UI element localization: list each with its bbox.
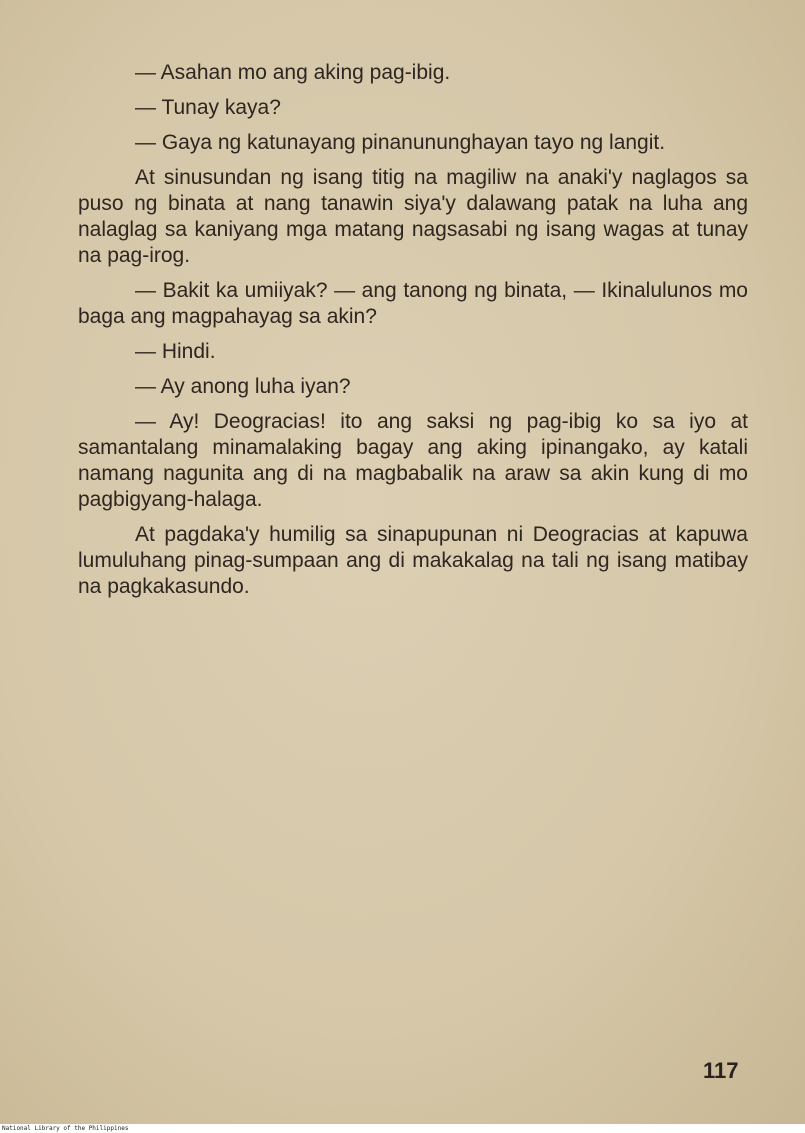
page-text: [78, 60, 748, 609]
dialogue-line: — Gaya ng katunayang pinanununghayan tayo ng langit.: [135, 131, 666, 154]
dialogue-line: — Hindi.: [135, 340, 216, 363]
narrative-paragraph: At sinusundan ng isang titig na magiliw na anaki'y naglagos sa puso ng binata at nang tanawin siya'y dalawang patak na luha ang nalaglag sa kaniyang mga matang nagsasabi ng isang wagas at tunay na pag-irog.: [78, 166, 748, 267]
footer-credit: National Library of the Philippines: [2, 1125, 129, 1132]
dialogue-line: — Asahan mo ang aking pag-ibig.: [135, 61, 451, 84]
dialogue-line: — Ay anong luha iyan?: [135, 375, 351, 398]
dialogue-line: — Bakit ka umiiyak? — ang tanong ng binata, — Ikinalulunos mo baga ang magpahayag sa akin?: [78, 279, 748, 328]
narrative-paragraph: At pagdaka'y humilig sa sinapupunan ni Deogracias at kapuwa lumuluhang pinag-sumpaan ang di makakalag na tali ng isang matibay na pagkakasundo.: [78, 523, 748, 598]
dialogue-line: — Ay! Deogracias! ito ang saksi ng pag-ibig ko sa iyo at samantalang minamalaking bagay ang aking ipinangako, ay katali namang nagunita ang di na magbabalik na araw sa akin kung di mo pagbigyang-halaga.: [78, 410, 748, 511]
page-number: 117: [703, 1058, 739, 1083]
dialogue-line: — Tunay kaya?: [135, 96, 281, 119]
